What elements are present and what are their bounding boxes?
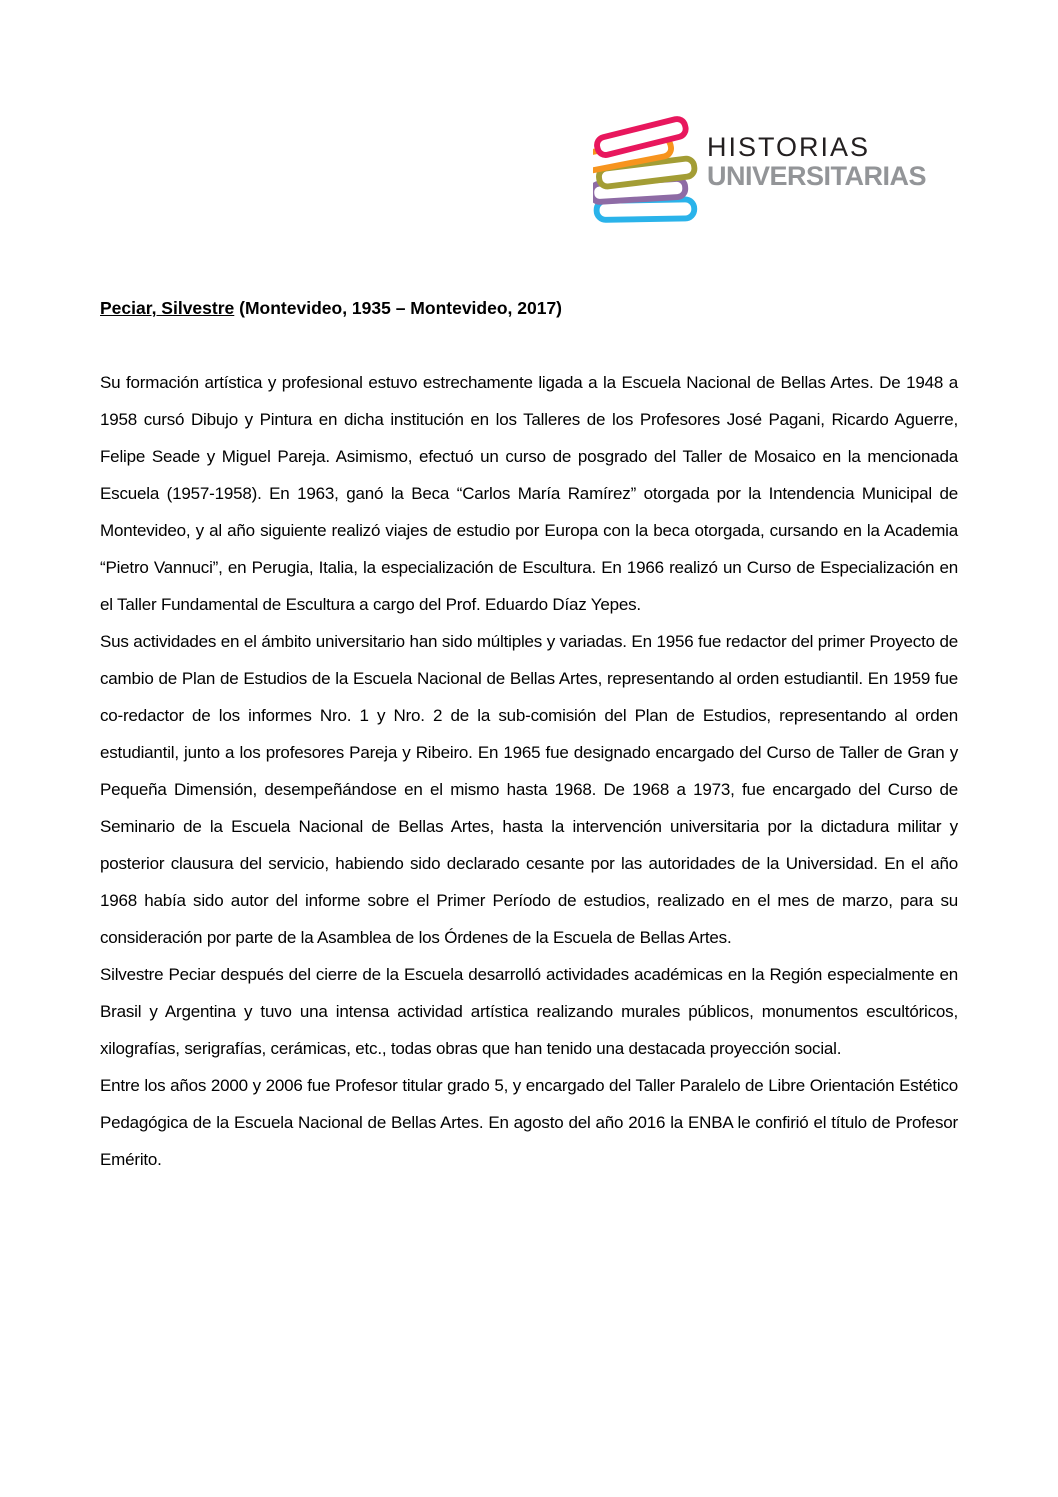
historias-universitarias-logo	[593, 108, 926, 230]
book-stack-icon	[593, 108, 715, 230]
logo-title-line1: HISTORIAS	[707, 131, 871, 162]
logo-wordmark	[707, 133, 926, 191]
person-dates: (Montevideo, 1935 – Montevideo, 2017)	[234, 298, 563, 318]
paragraph-2: Sus actividades en el ámbito universitario han sido múltiples y variadas. En 1956 fue redactor del primer Proyecto de cambio de Plan de Estudios de la Escuela Nacional de Bellas Artes, representando al orden estudiantil. En 1959 fue co-redactor de los informes Nro. 1 y Nro. 2 de la sub-comisión del Plan de Estudios, representando al orden estudiantil, junto a los profesores Pareja y Ribeiro. En 1965 fue designado encargado del Curso de Taller de Gran y Pequeña Dimensión, desempeñándose en el mismo hasta 1968. De 1968 a 1973, fue encargado del Curso de Seminario de la Escuela Nacional de Bellas Artes, hasta la intervención universitaria por la dictadura militar y posterior clausura del servicio, habiendo sido declarado cesante por las autoridades de la Universidad. En el año 1968 había sido autor del informe sobre el Primer Período de estudios, realizado en el mes de marzo, para su consideración por parte de la Asamblea de los Órdenes de la Escuela de Bellas Artes.	[100, 632, 958, 947]
paragraph-3: Silvestre Peciar después del cierre de la Escuela desarrolló actividades académicas en la Región especialmente en Brasil y Argentina y tuvo una intensa actividad artística realizando murales públicos, monumentos escultóricos, xilografías, serigrafías, cerámicas, etc., todas obras que han tenido una destacada proyección social.	[100, 965, 958, 1058]
paragraph-4: Entre los años 2000 y 2006 fue Profesor titular grado 5, y encargado del Taller Paralelo de Libre Orientación Estético Pedagógica de la Escuela Nacional de Bellas Artes. En agosto del año 2016 la ENBA le confirió el título de Profesor Emérito.	[100, 1076, 958, 1169]
document-body	[100, 298, 958, 1178]
paragraph-1: Su formación artística y profesional estuvo estrechamente ligada a la Escuela Nacional de Bellas Artes. De 1948 a 1958 cursó Dibujo y Pintura en dicha institución en los Talleres de los Profesores José Pagani, Ricardo Aguerre, Felipe Seade y Miguel Pareja. Asimismo, efectuó un curso de posgrado del Taller de Mosaico en la mencionada Escuela (1957-1958). En 1963, ganó la Beca “Carlos María Ramírez” otorgada por la Intendencia Municipal de Montevideo, y al año siguiente realizó viajes de estudio por Europa con la beca otorgada, cursando en la Academia “Pietro Vannuci”, en Perugia, Italia, la especialización de Escultura. En 1966 realizó un Curso de Especialización en el Taller Fundamental de Escultura a cargo del Prof. Eduardo Díaz Yepes.	[100, 373, 958, 614]
person-name: Peciar, Silvestre	[100, 298, 235, 318]
logo-title-line2: UNIVERSITARIAS	[707, 161, 927, 191]
page-title	[100, 298, 958, 319]
biography-text	[100, 364, 958, 1178]
